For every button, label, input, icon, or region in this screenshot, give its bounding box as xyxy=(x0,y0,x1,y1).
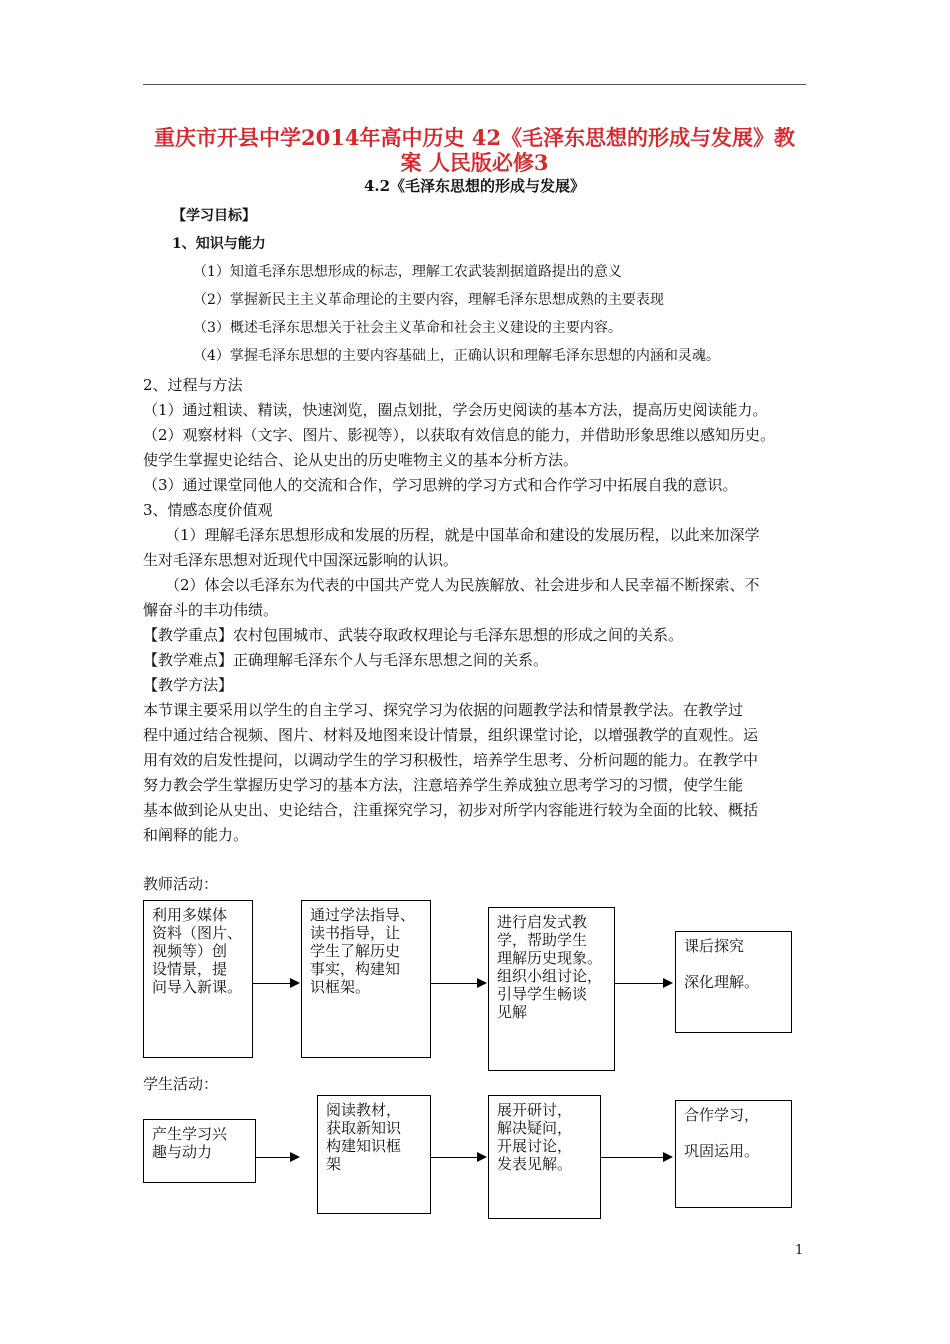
box-text: 产生学习兴 xyxy=(152,1125,228,1143)
teacher-step-box xyxy=(301,900,431,1058)
flow-arrow xyxy=(431,1157,485,1158)
section1-item: （2）掌握新民主主义革命理论的主要内容，理解毛泽东思想成熟的主要表现 xyxy=(193,292,664,308)
section1-item: （1）知道毛泽东思想形成的标志，理解工农武装割据道路提出的意义 xyxy=(193,264,622,280)
box-text: 见解 xyxy=(497,1003,528,1021)
flow-arrow xyxy=(601,1157,671,1158)
box-text: 架 xyxy=(326,1155,342,1173)
box-text: 读书指导，让 xyxy=(310,924,401,942)
document-title-line1: 重庆市开县中学2014年高中历史 42《毛泽东思想的形成与发展》教 xyxy=(154,125,795,150)
box-text: 识框架。 xyxy=(310,978,371,996)
method-line: 基本做到论从史出、史论结合，注重探究学习，初步对所学内容能进行较为全面的比较、概括 xyxy=(143,801,759,819)
method-line: 用有效的启发性提问，以调动学生的学习积极性，培养学生思考、分析问题的能力。在教学中 xyxy=(143,751,759,769)
student-step-box xyxy=(317,1095,431,1214)
box-text: 展开研讨， xyxy=(497,1101,573,1119)
difficult-point: 【教学难点】正确理解毛泽东个人与毛泽东思想之间的关系。 xyxy=(143,651,549,669)
student-step-box xyxy=(143,1119,256,1183)
section3-line: （2）体会以毛泽东为代表的中国共产党人为民族解放、社会进步和人民幸福不断探索、不 xyxy=(165,576,760,594)
flow-arrow xyxy=(256,1157,298,1158)
box-text: 进行启发式教 xyxy=(497,913,588,931)
box-text: 深化理解。 xyxy=(684,973,760,991)
box-text: 合作学习， xyxy=(684,1106,760,1124)
box-text: 发表见解。 xyxy=(497,1155,573,1173)
method-heading: 【教学方法】 xyxy=(143,676,234,694)
header-rule xyxy=(143,84,806,85)
student-step-box xyxy=(488,1095,601,1219)
section3-heading: 3、情感态度价值观 xyxy=(143,501,273,519)
section1-item: （4）掌握毛泽东思想的主要内容基础上，正确认识和理解毛泽东思想的内涵和灵魂。 xyxy=(193,348,720,364)
box-text: 通过学法指导、 xyxy=(310,906,416,924)
flow-arrow xyxy=(615,983,671,984)
section2-line: （2）观察材料（文字、图片、影视等），以获取有效信息的能力，并借助形象思维以感知历史。 xyxy=(143,426,776,444)
box-text: 事实，构建知 xyxy=(310,960,401,978)
student-label: 学生活动： xyxy=(143,1075,219,1093)
section2-line: 使学生掌握史论结合、论从史出的历史唯物主义的基本分析方法。 xyxy=(143,451,579,469)
page-number: 1 xyxy=(795,1243,804,1258)
method-line: 本节课主要采用以学生的自主学习、探究学习为依据的问题教学法和情景教学法。在教学过 xyxy=(143,701,744,719)
box-text: 学生了解历史 xyxy=(310,942,401,960)
student-step-box xyxy=(675,1100,792,1208)
flow-arrow xyxy=(431,983,485,984)
key-point: 【教学重点】农村包围城市、武装夺取政权理论与毛泽东思想的形成之间的关系。 xyxy=(143,626,684,644)
box-text: 获取新知识 xyxy=(326,1119,402,1137)
method-line: 和阐释的能力。 xyxy=(143,826,249,844)
section3-line: 生对毛泽东思想对近现代中国深远影响的认识。 xyxy=(143,551,459,569)
section3-line: 懈奋斗的丰功伟绩。 xyxy=(143,601,279,619)
teacher-step-box xyxy=(488,907,615,1071)
document-subtitle: 4.2《毛泽东思想的形成与发展》 xyxy=(363,177,586,195)
box-text: 利用多媒体 xyxy=(152,906,228,924)
box-text: 资料（图片、 xyxy=(152,924,243,942)
goals-heading: 【学习目标】 xyxy=(172,208,256,224)
box-text: 构建知识框 xyxy=(326,1137,402,1155)
box-text: 组织小组讨论， xyxy=(497,967,603,985)
box-text: 阅读教材， xyxy=(326,1101,402,1119)
box-text: 理解历史现象。 xyxy=(497,949,603,967)
box-text: 学，帮助学生 xyxy=(497,931,588,949)
box-text xyxy=(684,955,783,973)
box-text: 趣与动力 xyxy=(152,1143,213,1161)
section1-item: （3）概述毛泽东思想关于社会主义革命和社会主义建设的主要内容。 xyxy=(193,320,622,336)
box-text: 引导学生畅谈 xyxy=(497,985,588,1003)
box-text: 开展讨论， xyxy=(497,1137,573,1155)
teacher-step-box xyxy=(675,931,792,1033)
box-text: 巩固运用。 xyxy=(684,1142,760,1160)
flow-arrow xyxy=(253,983,298,984)
section2-line: （1）通过粗读、精读，快速浏览，圈点划批，学会历史阅读的基本方法，提高历史阅读能力。 xyxy=(143,401,768,419)
document-title-line2: 案 人民版必修3 xyxy=(400,150,549,175)
box-text xyxy=(684,1124,783,1142)
section2-line: （3）通过课堂同他人的交流和合作，学习思辨的学习方式和合作学习中拓展自我的意识。 xyxy=(143,476,738,494)
box-text: 问导入新课。 xyxy=(152,978,243,996)
section1-heading: 1、知识与能力 xyxy=(172,236,266,252)
box-text: 设情景，提 xyxy=(152,960,228,978)
box-text: 解决疑问， xyxy=(497,1119,573,1137)
section2-heading: 2、过程与方法 xyxy=(143,376,243,394)
teacher-label: 教师活动： xyxy=(143,875,219,893)
box-text: 课后探究 xyxy=(684,937,745,955)
method-line: 努力教会学生掌握历史学习的基本方法，注意培养学生养成独立思考学习的习惯，使学生能 xyxy=(143,776,744,794)
method-line: 程中通过结合视频、图片、材料及地图来设计情景，组织课堂讨论，以增强教学的直观性。运 xyxy=(143,726,759,744)
box-text: 视频等）创 xyxy=(152,942,228,960)
section3-line: （1）理解毛泽东思想形成和发展的历程，就是中国革命和建设的发展历程，以此来加深学 xyxy=(165,526,760,544)
teacher-step-box xyxy=(143,900,253,1058)
